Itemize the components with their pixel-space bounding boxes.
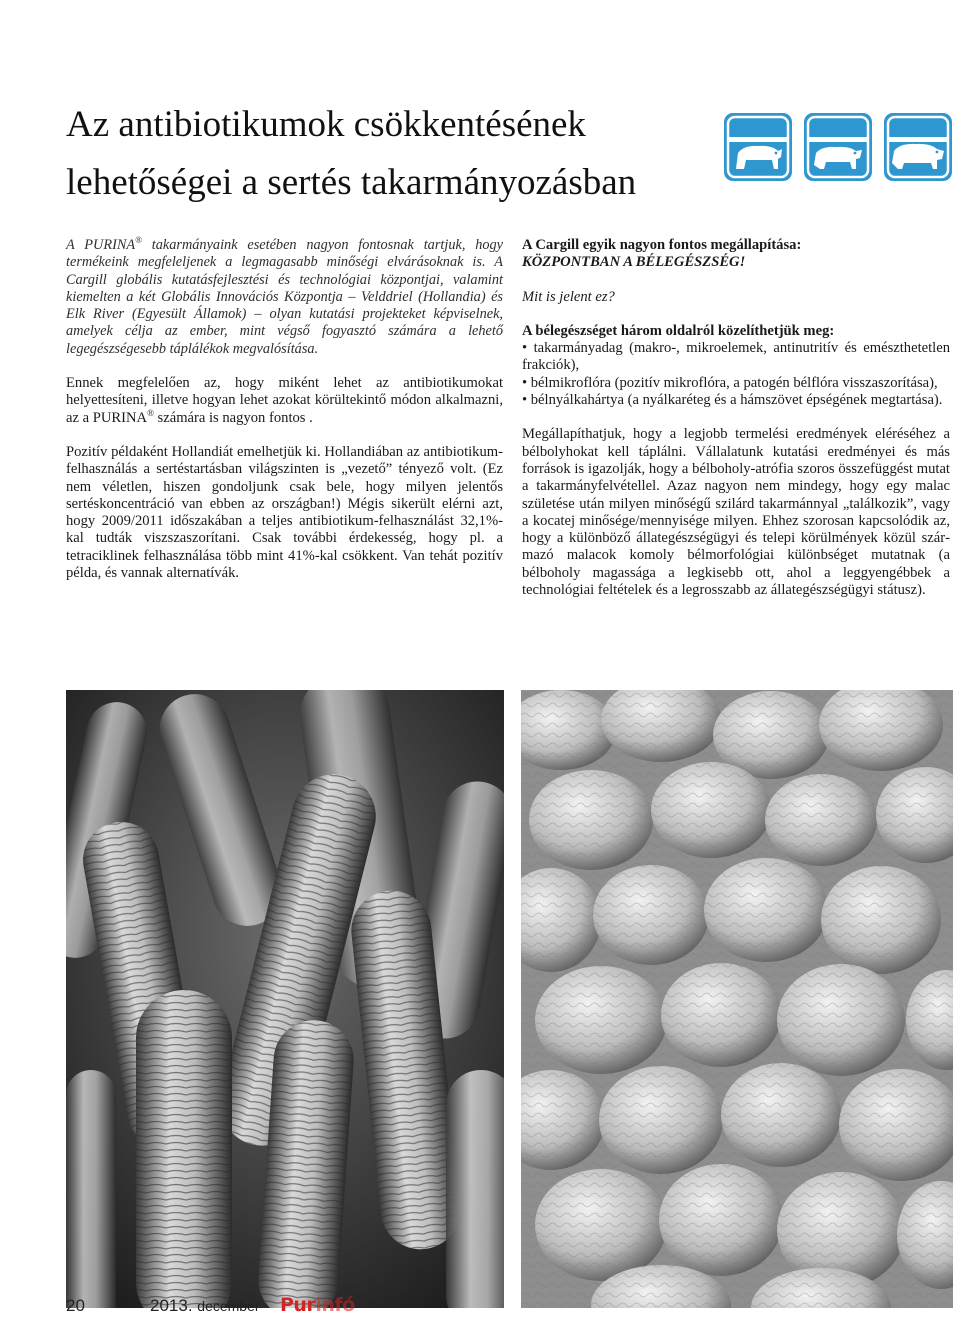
logo-part-1: Pur [280,1294,316,1316]
species-icon-group [724,113,952,183]
title-line-1: Az antibiotikumok csökkentésének [66,104,586,145]
magazine-logo [280,1294,355,1316]
page-number: 20 [66,1296,85,1315]
section-headline-emphasis: KÖZPONTBAN A BÉLEGÉSZSÉG! [522,254,746,271]
micrograph-atrophied-villi [521,690,953,1308]
boar-icon [884,113,952,181]
body-paragraph-final: Megállapíthatjuk, hogy a legjobb termelési eredmények eléréséhez a bélbolyhokat kell táplálni. Vállalatunk kutatási eredményei és más források is igazolják, hogy a bélboholy-atrófia szoros összefüggést mutat a takarmányfelvétellel. Azaz nagyon nem mindegy, hogy egy malac születése után milyen minőségű szilárd takarmánnyal „találkozik”, vagy a kocatej minősége/mennyisége milyen. Ehhez szorosan kapcsolódik az, hogy a különböző állategészségügyi és telepi körülmények közül származó malacok komoly bélmorfológiai különbséget mutatnak (a bélboholy magassága a legkisebb ott, ahol a leggyengébbek a technológiai feltételek és a legrosszabb az állategészségügyi státusz). [522,426,950,599]
registered-mark: ® [135,235,142,246]
pig-icon [724,113,792,181]
issue-date [150,1296,260,1318]
bullet-item: • bélnyálkahártya (a nyálkaréteg és a hámszövet épségének megtartása). [522,392,943,409]
sow-icon [804,113,872,181]
issue-month: december [197,1298,260,1314]
title-line-2: lehetőségei a sertés takarmányozásban [66,162,637,203]
p2-text-start: Ennek megfelelően az, hogy miként lehet az antibiotikumokat helyettesíteni, illetve hogyan lehet azokat körültekintő módon alkalmazni, az a PURINA [66,375,503,426]
article-title [66,96,726,212]
issue-year: 2013. [150,1296,193,1315]
body-paragraph-3: Pozitív példaként Hollandiát emelhetjük ki. Hollandiában az antibiotikum-felhasználás a sertéstartásban világszinten is „vezető” tényező volt. (Ez nem véletlen, hiszen gondoljunk csak bele, hogy milyen jelentős sertéskoncentráció van ebben az országban!) Mégis sikerült elérni azt, hogy 2009/2011 időszakában a teljes antibiotikum-felhasználást 32,1%-kal tudták viszszaszorítani. Csak további érdekesség, hogy pl. a tetraciklinek felhasználása több mint 41%-kal csökkent. Van tehát pozitív példa, és vannak alternatívák. [66,443,503,582]
micrograph-healthy-villi [66,690,504,1308]
intro-text-start: A PURINA [66,237,136,253]
lead-line: A bélegészséget három oldalról közelíthetjük meg: [522,322,835,339]
bullet-item: • bélmikroflóra (pozitív mikroflóra, a patogén bélflóra visszaszorítása), [522,374,938,391]
left-column [66,237,503,582]
intro-paragraph [66,237,503,358]
p2-text-rest: számára is nagyon fontos . [153,409,313,426]
logo-part-2: infó [315,1294,355,1316]
body-paragraph-2 [66,375,503,427]
question-line: Mit is jelent ez? [522,288,615,305]
bullet-item: • takarmányadag (makro-, mikroelemek, antinutritív és emészthetetlen frakciók), [522,340,950,374]
section-headline: A Cargill egyik nagyon fontos megállapítása: [522,237,802,253]
right-column [522,237,950,599]
registered-mark: ® [147,407,154,418]
intro-text-rest: takarmányaink esetében nagyon fontosnak tartjuk, hogy termékeink megfeleljenek a legmagasabb minőségi elvárásoknak is. A Cargill globális kutatásfejlesztési és technológiai központjai, valamint kiemelten a két Globális Innovációs Központja – Velddriel (Hollandia) és Elk River (Egyesült Államok) – olyan kutatási projekteket képviselnek, amelyek célja az ember, mint végső fogyasztó számára a lehető legegészségesebb táplálékok megvalósítása. [66,237,504,357]
